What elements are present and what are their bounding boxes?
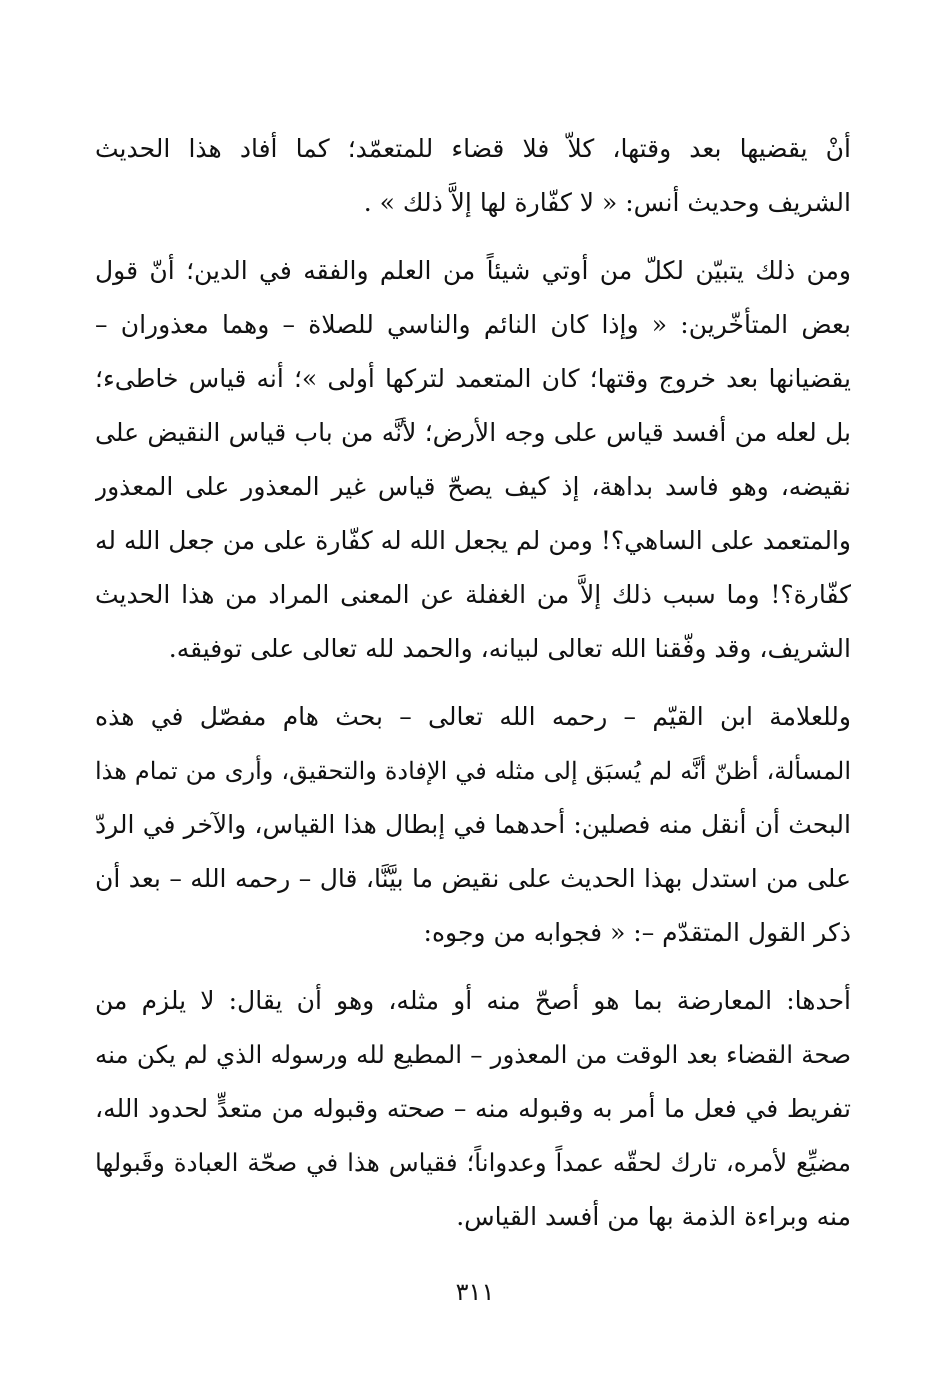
text-line: نقيضه، وهو فاسد بداهة، إذ كيف يصحّ قياس غير المعذور على المعذور xyxy=(95,472,851,501)
paragraph-spacer xyxy=(95,676,851,690)
text-line: مضيِّع لأمره، تارك لحقّه عمداً وعدواناً؛ فقياس هذا في صحّة العبادة وقَبولها xyxy=(95,1148,851,1177)
text-line: أحدها: المعارضة بما هو أصحّ منه أو مثله، وهو أن يقال: لا يلزم من xyxy=(95,986,851,1015)
text-line: الشريف، وقد وفّقنا الله تعالى لبيانه، والحمد لله تعالى على توفيقه. xyxy=(168,634,851,663)
text-line: تفريط في فعل ما أمر به وقبوله منه – صحته وقبوله من متعدٍّ لحدود الله، xyxy=(95,1094,851,1123)
paragraph-1 xyxy=(95,122,851,230)
text-line: الشريف وحديث أنس: « لا كفّارة لها إلاَّ ذلك » . xyxy=(363,188,851,217)
text-line: بعض المتأخّرين: « وإذا كان النائم والناسي للصلاة – وهما معذوران – xyxy=(95,310,851,339)
paragraph-spacer xyxy=(95,230,851,244)
text-line: على من استدل بهذا الحديث على نقيض ما بيَّنَّا، قال – رحمه الله – بعد أن xyxy=(95,864,851,893)
text-line: البحث أن أنقل منه فصلين: أحدهما في إبطال هذا القياس، والآخر في الردّ xyxy=(95,810,851,839)
paragraph-2 xyxy=(95,244,851,676)
text-line: المسألة، أظنّ أنَّه لم يُسبَق إلى مثله في الإفادة والتحقيق، وأرى من تمام هذا xyxy=(95,757,851,785)
text-line: يقضيانها بعد خروج وقتها؛ كان المتعمد لتركها أولى »؛ أنه قياس خاطىء؛ xyxy=(95,364,851,393)
text-line: كفّارة؟! وما سبب ذلك إلاَّ من الغفلة عن المعنى المراد من هذا الحديث xyxy=(95,580,851,609)
paragraph-4 xyxy=(95,974,851,1244)
text-line: ذكر القول المتقدّم –: « فجوابه من وجوه: xyxy=(423,918,851,947)
text-line: والمتعمد على الساهي؟! ومن لم يجعل الله له كفّارة على من جعل الله له xyxy=(95,526,851,555)
page-number: ٣١١ xyxy=(455,1278,495,1306)
body-text xyxy=(95,122,851,1244)
text-line: منه وبراءة الذمة بها من أفسد القياس. xyxy=(456,1202,851,1231)
text-line: صحة القضاء بعد الوقت من المعذور – المطيع لله ورسوله الذي لم يكن منه xyxy=(95,1040,851,1069)
text-line: بل لعله من أفسد قياس على وجه الأرض؛ لأنَّه من باب قياس النقيض على xyxy=(95,418,851,447)
text-line: ومن ذلك يتبيّن لكلّ من أوتي شيئاً من العلم والفقه في الدين؛ أنّ قول xyxy=(95,256,851,285)
paragraph-3 xyxy=(95,690,851,960)
paragraph-spacer xyxy=(95,960,851,974)
text-line: وللعلامة ابن القيّم – رحمه الله تعالى – بحث هام مفصّل في هذه xyxy=(95,702,851,731)
text-line: أنْ يقضيها بعد وقتها، كلاّ فلا قضاء للمتعمّد؛ كما أفاد هذا الحديث xyxy=(95,134,851,163)
